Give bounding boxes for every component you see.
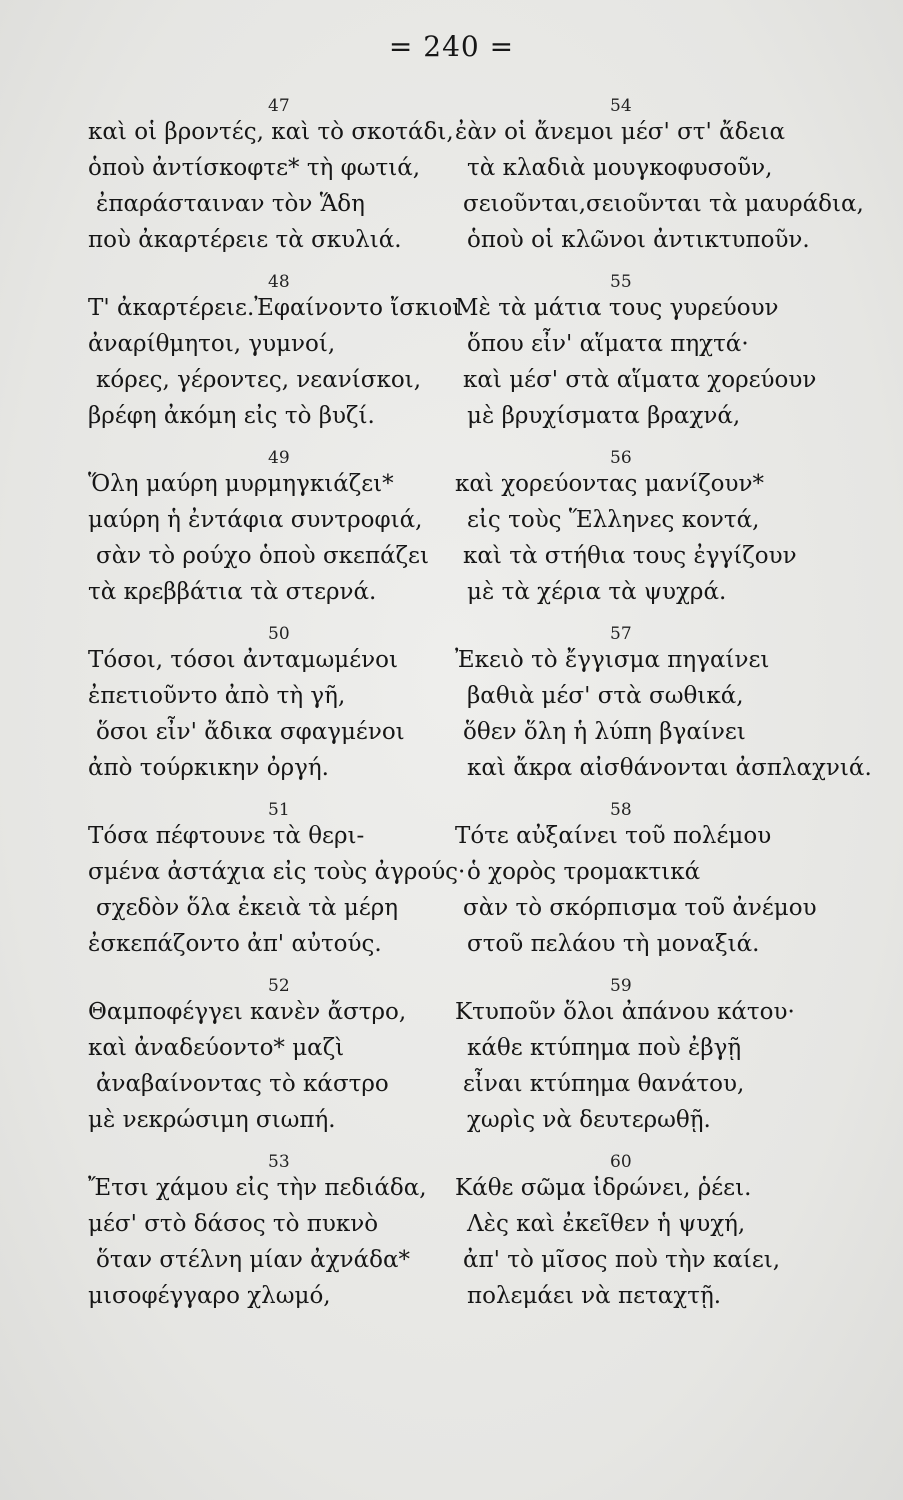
verse-line: σὰν τὸ ρούχο ὁποὺ σκεπάζει — [96, 543, 429, 569]
stanza — [455, 448, 855, 608]
stanza-number: 58 — [610, 800, 632, 820]
stanza — [455, 96, 864, 256]
verse-line: ποὺ ἀκαρτέρειε τὰ σκυλιά. — [88, 227, 402, 253]
verse-line: σχεδὸν ὅλα ἐκειὰ τὰ μέρη — [96, 895, 399, 921]
verse-line: Τ' ἀκαρτέρειε.Ἐφαίνοντο ἴσκιοι — [88, 295, 462, 321]
verse-line: ὅταν στέλνη μίαν ἀχνάδα* — [96, 1247, 411, 1273]
stanza-number: 52 — [268, 976, 290, 996]
stanza — [88, 800, 466, 960]
stanza — [88, 448, 458, 608]
verse-line: μέσ' στὸ δάσος τὸ πυκνὸ — [88, 1211, 379, 1237]
verse-line: μαύρη ἡ ἐντάφια συντροφιά, — [88, 507, 423, 533]
stanza — [455, 272, 855, 432]
verse-line: ἐπετιοῦντο ἀπὸ τὴ γῆ, — [88, 683, 346, 709]
verse-line: Ἔτσι χάμου εἰς τὴν πεδιάδα, — [88, 1175, 427, 1201]
verse-line: καὶ ἀναδεύοντο* μαζὶ — [88, 1035, 345, 1061]
verse-line: κόρες, γέροντες, νεανίσκοι, — [96, 367, 421, 393]
verse-line: σειοῦνται,σειοῦνται τὰ μαυράδια, — [463, 191, 864, 217]
stanza — [455, 976, 855, 1136]
stanza — [455, 1152, 855, 1312]
stanza-number: 57 — [610, 624, 632, 644]
stanza — [88, 272, 462, 432]
page-number: = 240 = — [388, 30, 515, 63]
verse-line: σὰν τὸ σκόρπισμα τοῦ ἀνέμου — [463, 895, 817, 921]
verse-line: μὲ βρυχίσματα βραχνά, — [467, 403, 741, 429]
verse-line: τὰ κρεββάτια τὰ στερνά. — [88, 579, 377, 605]
stanza-number: 54 — [610, 96, 632, 116]
verse-line: μὲ νεκρώσιμη σιωπή. — [88, 1107, 336, 1133]
verse-line: Ὅλη μαύρη μυρμηγκιάζει* — [88, 471, 394, 497]
verse-line: Λὲς καὶ ἐκεῖθεν ἡ ψυχή, — [467, 1211, 746, 1237]
verse-line: τὰ κλαδιὰ μουγκοφυσοῦν, — [467, 155, 773, 181]
verse-line: ἐὰν οἱ ἄνεμοι μέσ' στ' ἄδεια — [455, 119, 785, 145]
verse-line: καὶ τὰ στήθια τους ἐγγίζουν — [463, 543, 797, 569]
verse-line: ὁ χορὸς τρομακτικά — [467, 859, 701, 885]
verse-line: ἐσκεπάζοντο ἀπ' αὐτούς. — [88, 931, 382, 957]
stanza — [88, 976, 458, 1136]
verse-line: καὶ οἱ βροντές, καὶ τὸ σκοτάδι, — [88, 119, 454, 145]
stanza-number: 56 — [610, 448, 632, 468]
stanza-number: 59 — [610, 976, 632, 996]
verse-line: Θαμποφέγγει κανὲν ἄστρο, — [88, 999, 407, 1025]
verse-line: ὅπου εἶν' αἵματα πηχτά· — [467, 331, 749, 357]
verse-line: στοῦ πελάου τὴ μοναξιά. — [467, 931, 760, 957]
stanza-number: 49 — [268, 448, 290, 468]
verse-line: καὶ μέσ' στὰ αἵματα χορεύουν — [463, 367, 817, 393]
stanza — [455, 800, 855, 960]
verse-line: πολεμάει νὰ πεταχτῇ. — [467, 1283, 722, 1309]
verse-line: ἀπὸ τούρκικην ὀργή. — [88, 755, 329, 781]
verse-line: μισοφέγγαρο χλωμό, — [88, 1283, 331, 1309]
stanza-number: 51 — [268, 800, 290, 820]
stanza-number: 55 — [610, 272, 632, 292]
verse-line: Ἐκειὸ τὸ ἔγγισμα πηγαίνει — [455, 647, 770, 673]
verse-line: ὅθεν ὅλη ἡ λύπη βγαίνει — [463, 719, 746, 745]
stanza — [88, 1152, 458, 1312]
verse-line: χωρὶς νὰ δευτερωθῇ. — [467, 1107, 711, 1133]
verse-line: ἀπ' τὸ μῖσος ποὺ τὴν καίει, — [463, 1247, 781, 1273]
verse-line: Τότε αὐξαίνει τοῦ πολέμου — [455, 823, 772, 849]
stanza-number: 50 — [268, 624, 290, 644]
stanza-number: 48 — [268, 272, 290, 292]
verse-line: ὁποὺ οἱ κλῶνοι ἀντικτυποῦν. — [467, 227, 810, 253]
stanza — [88, 624, 458, 784]
verse-line: ἀναρίθμητοι, γυμνοί, — [88, 331, 336, 357]
stanza-number: 60 — [610, 1152, 632, 1172]
verse-line: βρέφη ἀκόμη εἰς τὸ βυζί. — [88, 403, 375, 429]
verse-line: ὅσοι εἶν' ἄδικα σφαγμένοι — [96, 719, 405, 745]
verse-line: καὶ χορεύοντας μανίζουν* — [455, 471, 764, 497]
verse-line: ἀναβαίνοντας τὸ κάστρο — [96, 1071, 389, 1097]
verse-line: σμένα ἀστάχια εἰς τοὺς ἀγρούς· — [88, 859, 466, 885]
verse-line: Τόσα πέφτουνε τὰ θερι- — [88, 823, 365, 849]
verse-line: καὶ ἄκρα αἰσθάνονται ἀσπλαχνιά. — [467, 755, 872, 781]
verse-line: Μὲ τὰ μάτια τους γυρεύουν — [455, 295, 779, 321]
verse-line: Κτυποῦν ὅλοι ἀπάνου κάτου· — [455, 999, 795, 1025]
stanza-number: 47 — [268, 96, 290, 116]
verse-line: Τόσοι, τόσοι ἀνταμωμένοι — [88, 647, 399, 673]
verse-line: εἶναι κτύπημα θανάτου, — [463, 1071, 745, 1097]
stanza-number: 53 — [268, 1152, 290, 1172]
verse-line: Κάθε σῶμα ἱδρώνει, ῥέει. — [455, 1175, 752, 1201]
verse-line: μὲ τὰ χέρια τὰ ψυχρά. — [467, 579, 727, 605]
verse-line: βαθιὰ μέσ' στὰ σωθικά, — [467, 683, 744, 709]
verse-line: κάθε κτύπημα ποὺ ἐβγῇ — [467, 1035, 742, 1061]
verse-line: ἐπαράσταιναν τὸν Ἅδη — [96, 191, 365, 217]
verse-line: εἰς τοὺς Ἕλληνες κοντά, — [467, 507, 760, 533]
stanza — [88, 96, 458, 256]
verse-line: ὁποὺ ἀντίσκοφτε* τὴ φωτιά, — [88, 155, 421, 181]
stanza — [455, 624, 872, 784]
